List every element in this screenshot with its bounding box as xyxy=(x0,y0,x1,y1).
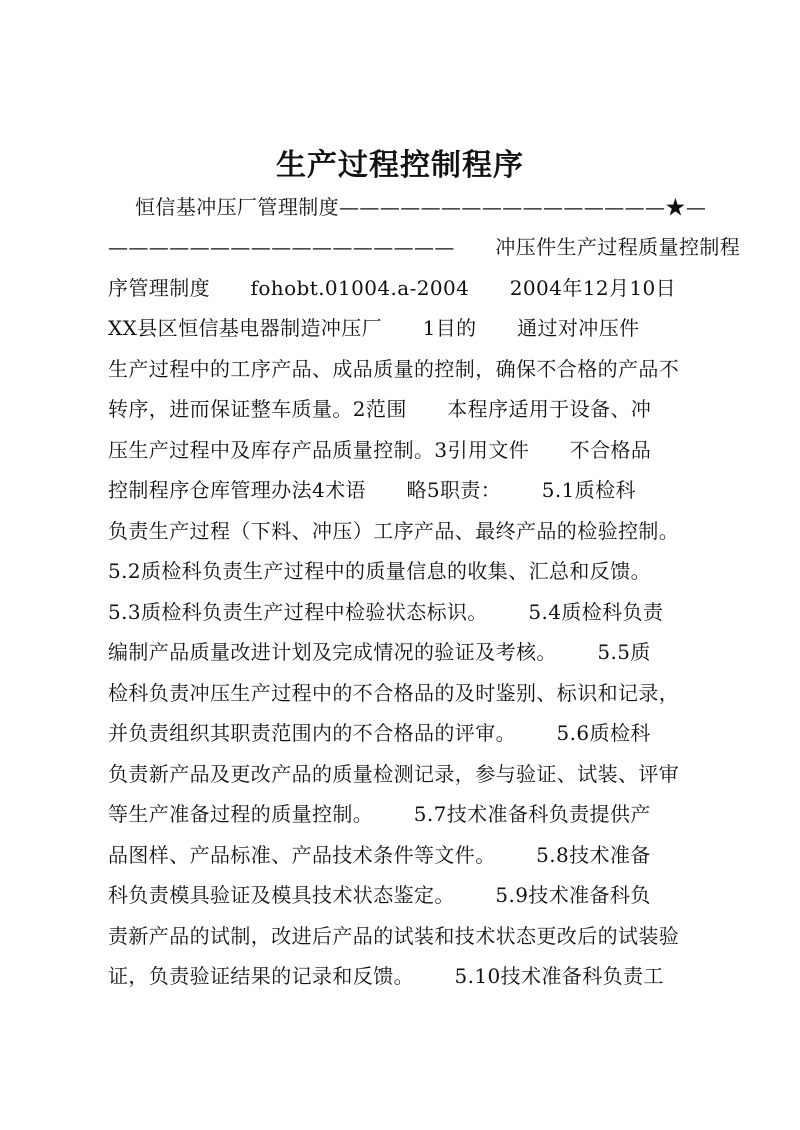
body-line: 编制产品质量改进计划及完成情况的验证及考核。 5.5质 xyxy=(108,640,651,664)
body-line: 恒信基冲压厂管理制度————————————————★— xyxy=(108,195,707,219)
body-line: ————————————————— 冲压件生产过程质量控制程 xyxy=(108,235,741,259)
body-line: 检科负责冲压生产过程中的不合格品的及时鉴别、标识和记录， xyxy=(108,681,680,705)
body-line: 负责生产过程（下料、冲压）工序产品、最终产品的检验控制。 xyxy=(108,519,680,543)
body-line: 等生产准备过程的质量控制。 5.7技术准备科负责提供产 xyxy=(108,802,651,826)
body-line: 并负责组织其职责范围内的不合格品的评审。 5.6质检科 xyxy=(108,721,651,745)
body-line: 5.2质检科负责生产过程中的质量信息的收集、汇总和反馈。 xyxy=(108,559,652,583)
body-line: 序管理制度 fohobt.01004.a-2004 2004年12月10日 xyxy=(108,276,677,300)
body-line: 负责新产品及更改产品的质量检测记录，参与验证、试装、评审 xyxy=(108,762,680,786)
body-line: 转序，进而保证整车质量。2范围 本程序适用于设备、冲 xyxy=(108,397,652,421)
body-line: 品图样、产品标准、产品技术条件等文件。 5.8技术准备 xyxy=(108,843,651,867)
body-line: 生产过程中的工序产品、成品质量的控制，确保不合格的产品不 xyxy=(108,357,680,381)
body-line: 5.3质检科负责生产过程中检验状态标识。 5.4质检科负责 xyxy=(108,600,664,624)
body-line: 责新产品的试制，改进后产品的试装和技术状态更改后的试装验 xyxy=(108,924,680,948)
body-line: XX县区恒信基电器制造冲压厂 1目的 通过对冲压件 xyxy=(108,316,640,340)
body-line: 压生产过程中及库存产品质量控制。3引用文件 不合格品 xyxy=(108,438,652,462)
body-line: 控制程序仓库管理办法4术语 略5职责： 5.1质检科 xyxy=(108,478,636,502)
document-title: 生产过程控制程序 xyxy=(276,148,524,183)
body-line: 科负责模具验证及模具技术状态鉴定。 5.9技术准备科负 xyxy=(108,883,651,907)
body-line: 证，负责验证结果的记录和反馈。 5.10技术准备科负责工 xyxy=(108,964,664,988)
